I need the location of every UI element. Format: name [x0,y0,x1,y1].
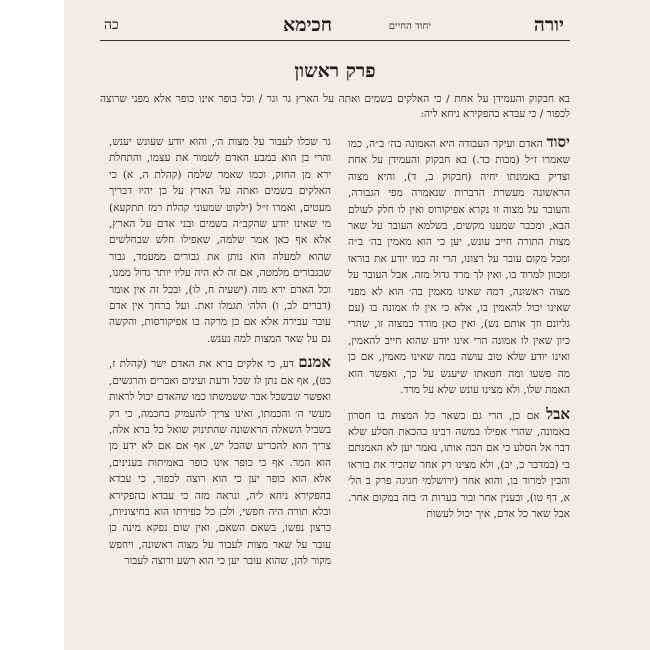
paragraph [109,354,331,569]
paragraph-lead-word: אבל [546,404,570,423]
header-title: חכימא [283,14,332,36]
paragraph-text: אם כן, הרי גם בשאר כל המצות בו חסרון באמונה, שהרי אפילו במשה רבינו בהכאת הסלע שלא דבר אל הסלע כי אם הכה אותו, נאמר יען לא האמנתם בי (במדבר כ, יב), ולא מצינו רק אחר שהכיר את בוראו והבין למרוד בו, והוא אחר (ירושלמי חגיגה פרק ב הל׳ א, דף טו), ובענין אחר ובור בערות ה׳ בזה במקום אחר. אבל שאר כל אדם, איך יכול לעשות [348,409,570,520]
paragraph [109,134,331,347]
running-header [100,14,570,38]
header-rule [100,40,570,41]
header-subtitle: יחוד החיים [388,21,431,32]
paragraph [348,406,570,523]
paragraph-lead-word: אמנם [298,353,331,372]
right-column [348,134,570,634]
left-column [109,134,331,634]
chapter-title: פרק ראשון [294,60,376,82]
paragraph-lead-word: יסוד [546,134,570,151]
header-section: יורה [533,14,564,36]
paragraph-text: האדם ועיקר העבודה היא האמונה בה׳ ב״ה, כמו שאמרו ז״ל (מכות כד.) בא חבקוק והעמידן על אחת וצדיק באמונתו יחיה (חבקוק ב, ד), והיא מצוה הראשונה מעשרת הדברות שנאמרה מפי הגבורה, והעובר על מצוה זו נקרא אפיקורוס ואין לו חלק לעולם הבא, ומכבר שמענו מקשים, בשלמא העובר על שאר מצות התורה חייב עונש, יען כי הוא מאמין בה׳ ב״ה ומכל מקום עובר על רצונו, הרי זה כמו יודע את בוראו ומכוון למרוד בו, ואין לך מרד גדול מזה. אבל העובר על מצוה ראשונה, דמה שאינו מאמין בה׳ הוא לא מפני שאינו יכול להאמין בו, אלא כי אין לו אמונה בו (עם גליונם וזך אותם נש), ואין כאן מורד במצוה זו, שהרי כיון שאין לו אמונה הרי אינו יודע שהוא חייב להאמין, ואינו יודע שלא טוב עושה במה שאינו מאמין, אם כן מה פשעו ומה חטאתו שיענש על כך, ואפשר הוא האמת שלו, ולא מצינו עונש שלא על מרד. [348,138,570,397]
chapter-intro: בא חבקוק והעמידן על אחת / כי האלקים בשמים ואתה על הארץ גר וגר / וכל כופר אינו כופר אלא מפני שרוצה לכפור / כי עבדא בהפקירא ניחא ליה: [100,93,570,120]
page-number: כה [104,17,119,33]
paragraph-text: גר שכלו לעבור על מצות ה׳, והוא יודע שעונש יענש, והרי בן הוא במבע האדם לשמור את עצמו, והתחלת ירא מן החזק, וכמו שאמר שלמה (קהלת ה, א) כי האלקים בשמים ואתה על הארץ על כן יהיו דבריך מעטים, ואמרו ז״ל (ילקוט שמעוני קהלת רמז תתקעא) מי שאינו יודע שהקב״ה בשמים ובני אדם על הארץ, אלא אף כאן אמר שלמה, שאפילו חלש שבחלשים שהוא למעלה הוא נותן את גבורים ממעמד, גבור שבגבורים מלמטה, אם זה לא היה עליו יותר גדול ממנו, וכל האדם ירא מזה (ישעיה ח, לו), ובכל זה אין אומר (דברים לב, ו) הלה׳ תגמלו זאת. ועל כרחך אין אדם עובר עבירה אלא אם כן מרקה בו אפיקורסות, והקשה נם על שאר המצות למה נענש. [109,136,331,345]
paragraph-text: דע, כי אלקים ברא את האדם ישר (קהלת ז, כט), אף אם נתן לו שכל ודעת ועינים ואברים והרגשים, ואפשר שבשכל אבר ששמשתו כמו שהאדם יכול לראות מעשי ה׳ והכמתו, ואינו צריך להעמיק בחכמה, כי רק בשביל השאלה הראשונה שהתינוק שואל כל ברא אלה, צריך הוא להכריע שהכל יש, אף אם אם לא ידע מן הוא המר. אף כי כופר אינו כופר באמיתות בענינים, אלא הוא כופר יען כי הוא רוצה לכפור, כי עבדא בהפקירא ניחא ליה, ונראה מזה כי עבדא בהפקירא ובלא תורה היה חפשי, ולכן כל כפירתו הוא בחיצוניות, כרצון נפשו, בשאם השאם, ואין שום נפקא מינה כן עובר על שאר מצות לעבור על מצוה ראשונה, ויחפש מקור להן, שהוא עובר יען כי הוא רשע ורוצה לעבור [109,358,331,568]
paragraph [348,134,570,399]
